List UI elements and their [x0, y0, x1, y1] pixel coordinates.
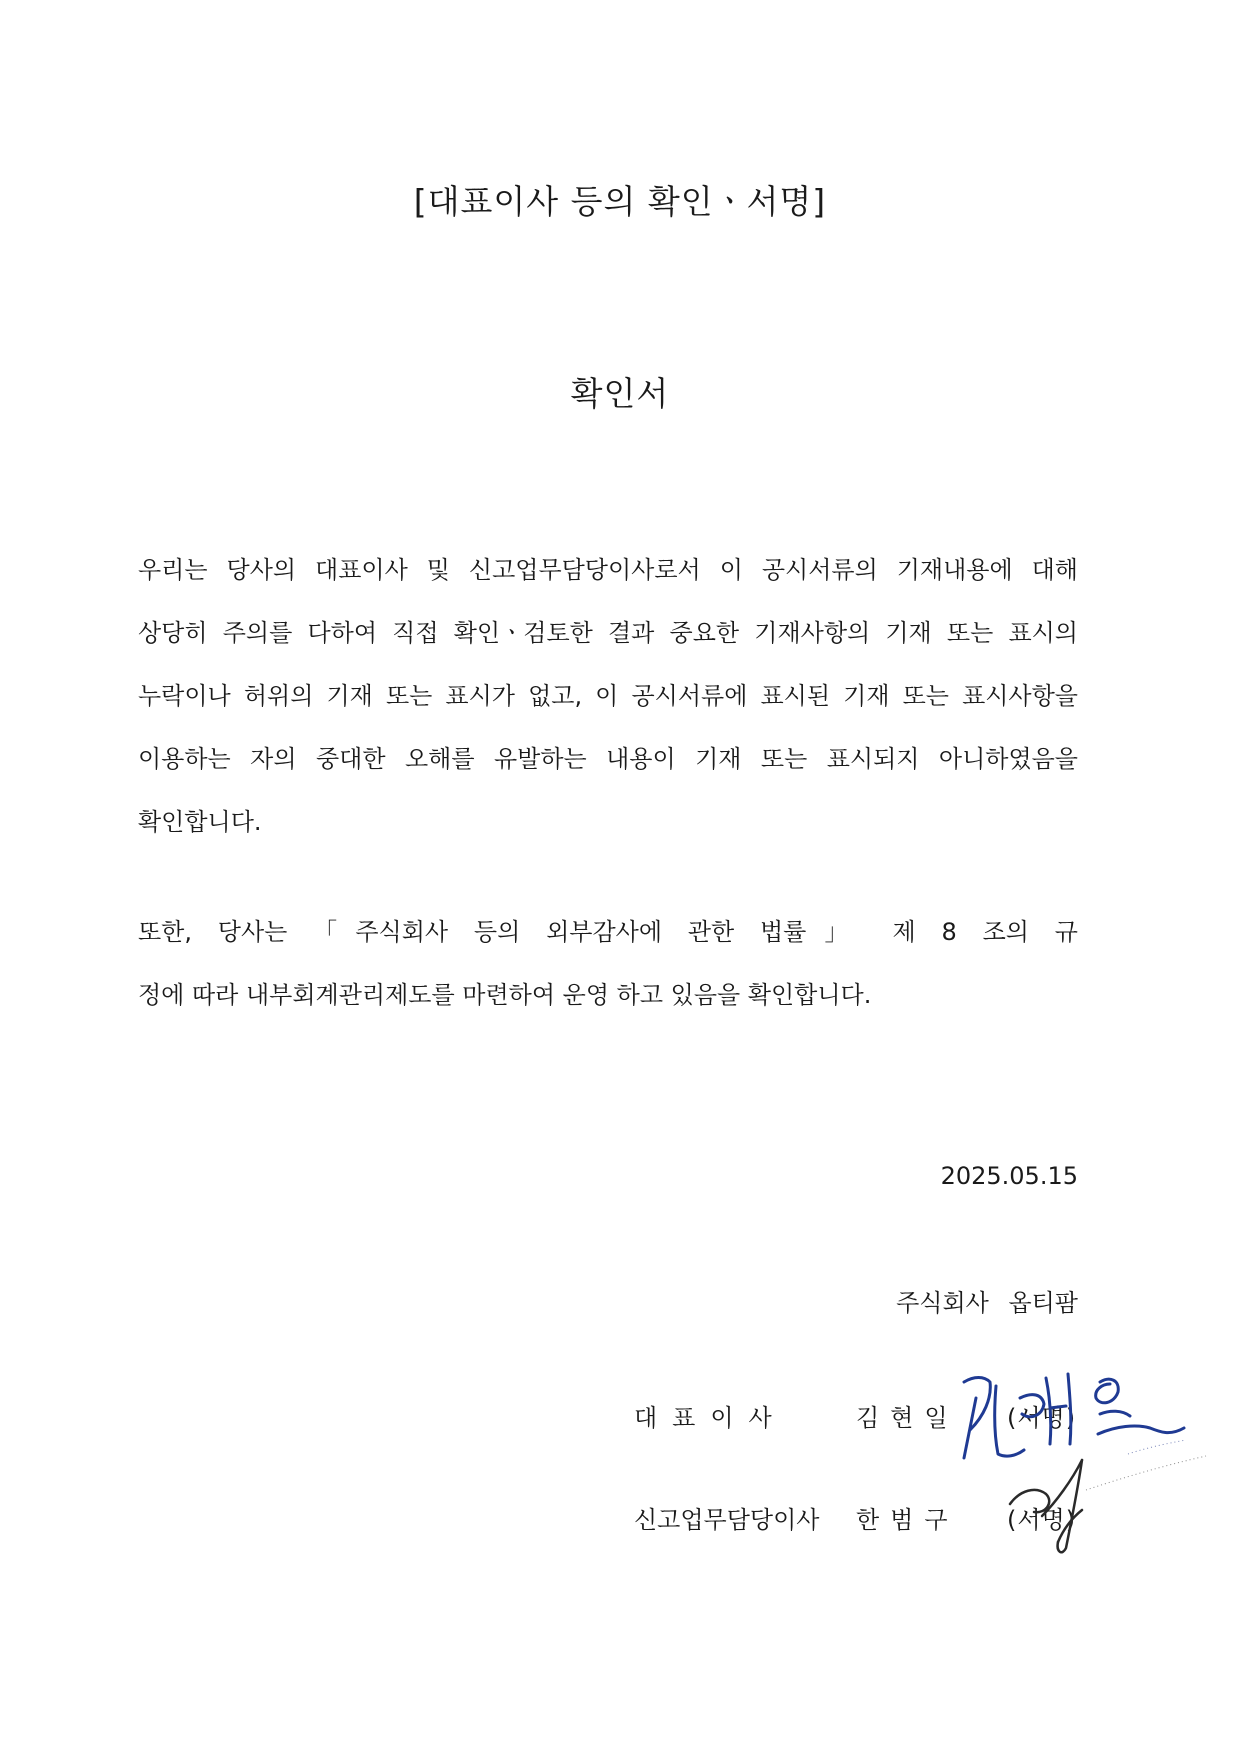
- signatory-name: 김현일: [856, 1404, 959, 1432]
- signatory-name: 한범구: [856, 1506, 959, 1534]
- signatory-role: 대표이사: [634, 1404, 787, 1432]
- signature-label: (서명): [1007, 1506, 1077, 1534]
- signature-label: (서명): [1007, 1404, 1077, 1432]
- confirmation-paragraph: [138, 555, 1078, 870]
- paragraph-line: 누락이나 허위의 기재 또는 표시가 없고, 이 공시서류에 표시된 기재 또는 표시사항을: [138, 682, 1078, 710]
- paragraph-line: 확인합니다.: [138, 808, 262, 836]
- company-name: 주식회사 옵티팜: [896, 1289, 1078, 1317]
- document-heading: [대표이사 등의 확인ㆍ서명]: [413, 182, 827, 221]
- paragraph-line: 또한, 당사는 「주식회사 등의 외부감사에 관한 법률」 제 8 조의 규: [138, 918, 1078, 946]
- paragraph-line: 우리는 당사의 대표이사 및 신고업무담당이사로서 이 공시서류의 기재내용에 대해: [138, 556, 1078, 584]
- document-title: 확인서: [570, 374, 670, 413]
- internal-control-paragraph: [138, 917, 1078, 1043]
- paragraph-line: 정에 따라 내부회계관리제도를 마련하여 운영 하고 있음을 확인합니다.: [138, 981, 872, 1009]
- paragraph-line: 상당히 주의를 다하여 직접 확인ㆍ검토한 결과 중요한 기재사항의 기재 또는 표시의: [138, 619, 1078, 647]
- paragraph-line: 이용하는 자의 중대한 오해를 유발하는 내용이 기재 또는 표시되지 아니하였음을: [138, 745, 1078, 773]
- document-date: 2025.05.15: [940, 1162, 1078, 1190]
- signatory-role: 신고업무담당이사: [634, 1506, 820, 1534]
